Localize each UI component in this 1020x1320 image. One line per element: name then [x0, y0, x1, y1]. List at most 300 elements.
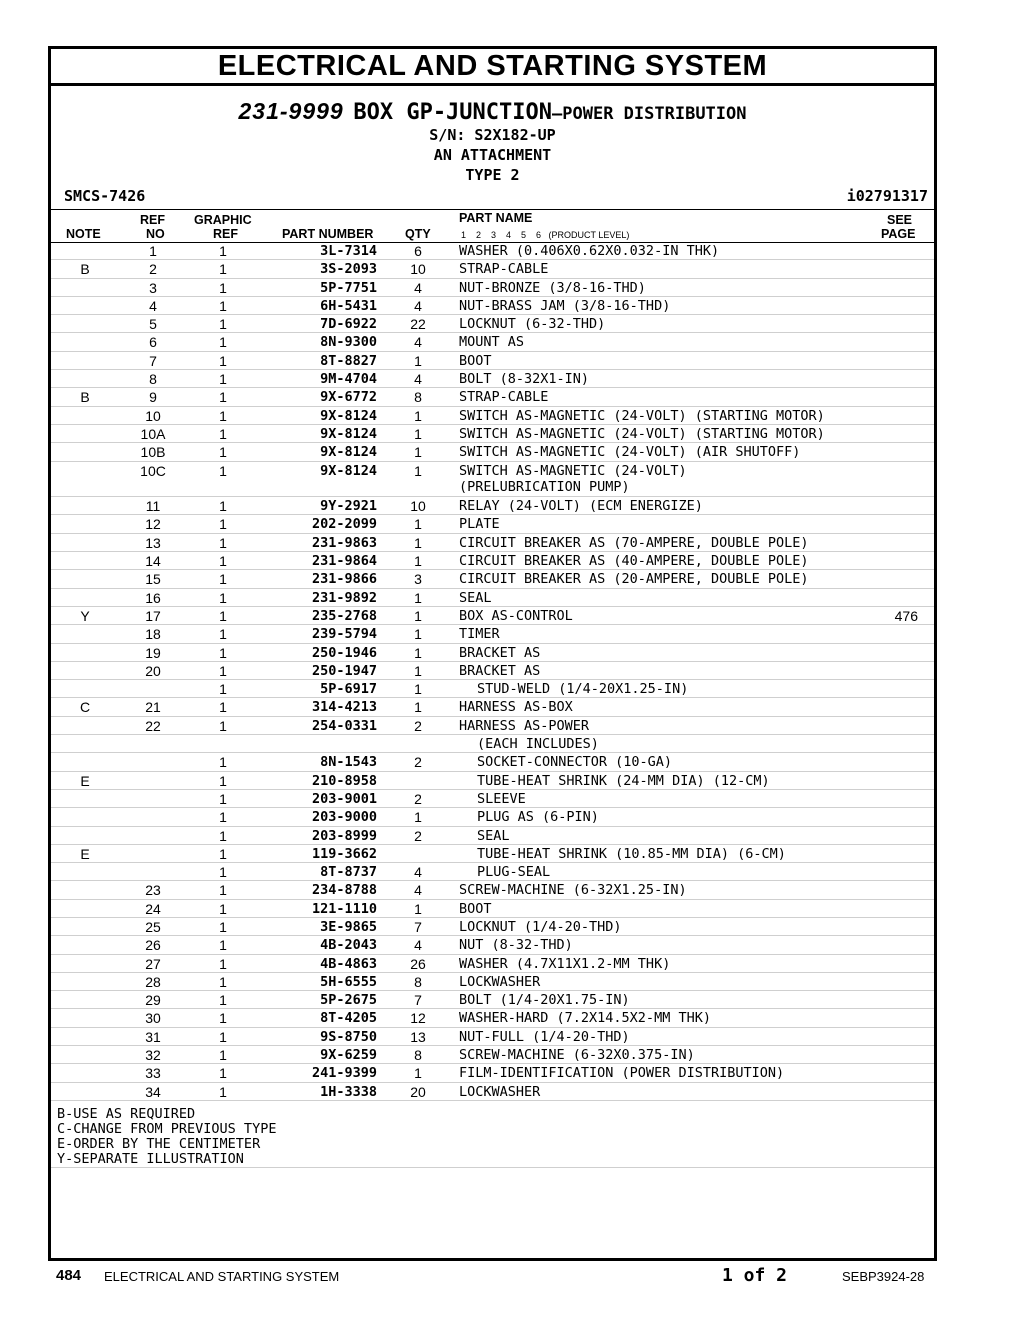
row-ref-no: 7: [149, 352, 157, 369]
row-part-number: 231-9892: [311, 589, 377, 606]
row-part-name: PLUG-SEAL: [477, 864, 551, 881]
row-graphic-ref: 1: [219, 334, 227, 351]
row-part-name: SWITCH AS-MAGNETIC (24-VOLT) (AIR SHUTOFF): [459, 444, 801, 461]
table-row: [51, 955, 934, 973]
row-part-name: SCREW-MACHINE (6-32X1.25-IN): [459, 882, 687, 899]
row-part-name: (EACH INCLUDES): [477, 736, 599, 753]
row-ref-no: 11: [145, 498, 161, 515]
row-note: B: [80, 261, 90, 278]
row-part-name: SWITCH AS-MAGNETIC (24-VOLT) (STARTING MOTOR): [459, 425, 825, 442]
table-row: [51, 297, 934, 315]
row-qty: 10: [410, 498, 426, 515]
table-row: [51, 552, 934, 570]
row-graphic-ref: 1: [219, 279, 227, 296]
page-of: 1 of 2: [722, 1265, 788, 1286]
table-row: [51, 242, 934, 260]
col-product-level: 1 2 3 4 5 6 (PRODUCT LEVEL): [461, 230, 630, 240]
row-part-name: TUBE-HEAT SHRINK (24-MM DIA) (12-CM): [477, 772, 770, 789]
table-row: [51, 407, 934, 425]
row-qty: 1: [414, 589, 422, 606]
row-graphic-ref: 1: [219, 973, 227, 990]
row-ref-no: 5: [149, 316, 157, 333]
table-row: [51, 680, 934, 698]
row-ref-no: 17: [145, 607, 161, 624]
row-part-name: CIRCUIT BREAKER AS (70-AMPERE, DOUBLE POLE): [459, 534, 809, 551]
table-row: [51, 497, 934, 515]
row-ref-no: 23: [145, 882, 161, 899]
row-ref-no: 19: [145, 644, 161, 661]
row-ref-no: 12: [145, 516, 161, 533]
note-line: B-USE AS REQUIRED: [57, 1106, 196, 1122]
row-qty: 6: [414, 243, 422, 259]
row-part-name: BRACKET AS: [459, 662, 541, 679]
row-part-name: PLATE: [459, 516, 500, 533]
row-ref-no: 8: [149, 371, 157, 388]
row-part-name: LOCKWASHER: [459, 973, 541, 990]
row-part-number: 9X-8124: [320, 407, 377, 424]
row-part-number: 9Y-2921: [320, 498, 377, 515]
row-qty: 1: [414, 407, 422, 424]
row-ref-no: 34: [145, 1083, 161, 1100]
table-row: [51, 973, 934, 991]
row-qty: 7: [414, 918, 422, 935]
table-row: [51, 863, 934, 881]
row-qty: 12: [410, 1010, 426, 1027]
table-row: [51, 1028, 934, 1046]
row-ref-no: 32: [145, 1047, 161, 1064]
row-ref-no: 22: [145, 717, 161, 734]
table-row: [51, 790, 934, 808]
col-see-top: SEE: [887, 213, 913, 227]
row-ref-no: 16: [145, 589, 161, 606]
row-graphic-ref: 1: [219, 662, 227, 679]
row-ref-no: 24: [145, 900, 161, 917]
notes-block: [57, 1107, 276, 1167]
row-ref-no: 6: [149, 334, 157, 351]
table-row: [51, 260, 934, 278]
row-part-number: 4B-4863: [320, 955, 377, 972]
row-graphic-ref: 1: [219, 699, 227, 716]
row-qty: 13: [410, 1028, 426, 1045]
row-ref-no: 10A: [140, 425, 166, 442]
table-row: [51, 515, 934, 533]
code-row: [64, 187, 928, 205]
row-part-number: 241-9399: [311, 1065, 377, 1082]
group-name: BOX GP-JUNCTION: [353, 100, 553, 125]
attachment-label: AN ATTACHMENT: [433, 146, 552, 164]
row-qty: 1: [414, 699, 422, 716]
row-qty: 1: [414, 681, 422, 698]
row-part-name: BOLT (8-32X1-IN): [459, 371, 590, 388]
row-part-name: LOCKNUT (6-32-THD): [459, 316, 606, 333]
row-part-number: 9S-8750: [320, 1028, 377, 1045]
row-ref-no: 26: [145, 937, 161, 954]
page-footer: [0, 1265, 1020, 1289]
table-row: [51, 753, 934, 771]
row-ref-no: 25: [145, 918, 161, 935]
row-part-number: 9X-6772: [320, 389, 377, 406]
row-graphic-ref: 1: [219, 571, 227, 588]
row-qty: 4: [414, 864, 422, 881]
row-graphic-ref: 1: [219, 1047, 227, 1064]
row-part-number: 8N-9300: [320, 334, 377, 351]
row-part-number: 1H-3338: [320, 1083, 377, 1100]
row-graphic-ref: 1: [219, 352, 227, 369]
row-qty: 2: [414, 754, 422, 771]
row-graphic-ref: 1: [219, 626, 227, 643]
row-graphic-ref: 1: [219, 516, 227, 533]
table-row: [51, 991, 934, 1009]
row-qty: 1: [414, 462, 422, 479]
row-graphic-ref: 1: [219, 809, 227, 826]
row-note: Y: [80, 607, 90, 624]
row-part-number: 314-4213: [311, 699, 377, 716]
row-part-name: PLUG AS (6-PIN): [477, 809, 599, 826]
row-part-name: STUD-WELD (1/4-20X1.25-IN): [477, 681, 689, 698]
table-row: [51, 352, 934, 370]
row-part-number: 239-5794: [311, 626, 377, 643]
row-qty: 2: [414, 827, 422, 844]
row-part-name: BOOT: [459, 900, 492, 917]
row-qty: 1: [414, 809, 422, 826]
row-graphic-ref: 1: [219, 444, 227, 461]
table-row: [51, 662, 934, 680]
row-part-number: 9X-8124: [320, 444, 377, 461]
row-graphic-ref: 1: [219, 937, 227, 954]
table-row: [51, 936, 934, 954]
row-part-name: BOOT: [459, 352, 492, 369]
row-qty: 1: [414, 425, 422, 442]
table-row: [51, 1064, 934, 1082]
table-row: [51, 735, 934, 753]
row-part-number: 203-9000: [311, 809, 377, 826]
row-part-name: WASHER-HARD (7.2X14.5X2-MM THK): [459, 1010, 711, 1027]
table-row: [51, 1009, 934, 1027]
row-part-number: 9X-8124: [320, 425, 377, 442]
doc-id: SEBP3924-28: [842, 1269, 925, 1284]
notes-divider: [51, 1167, 934, 1168]
row-qty: 4: [414, 279, 422, 296]
row-graphic-ref: 1: [219, 371, 227, 388]
row-ref-no: 15: [145, 571, 161, 588]
row-qty: 1: [414, 626, 422, 643]
row-part-number: 3L-7314: [320, 243, 377, 259]
row-graphic-ref: 1: [219, 316, 227, 333]
table-row: [51, 900, 934, 918]
row-qty: 2: [414, 790, 422, 807]
row-part-name: WASHER (4.7X11X1.2-MM THK): [459, 955, 671, 972]
row-see-page: 476: [894, 607, 918, 624]
row-graphic-ref: 1: [219, 864, 227, 881]
row-qty: 1: [414, 607, 422, 624]
row-part-number: 203-9001: [311, 790, 377, 807]
table-row: [51, 717, 934, 735]
table-row: [51, 607, 934, 625]
row-qty: 22: [410, 316, 426, 333]
row-ref-no: 21: [145, 699, 161, 716]
row-qty: 4: [414, 334, 422, 351]
note-line: Y-SEPARATE ILLUSTRATION: [57, 1151, 244, 1167]
col-ref-bottom: NO: [146, 227, 165, 241]
row-qty: 1: [414, 534, 422, 551]
col-graphic-top: GRAPHIC: [194, 213, 252, 227]
row-qty: 8: [414, 973, 422, 990]
row-qty: 1: [414, 662, 422, 679]
row-graphic-ref: 1: [219, 607, 227, 624]
row-qty: 8: [414, 389, 422, 406]
row-part-number: 4B-2043: [320, 937, 377, 954]
row-graphic-ref: 1: [219, 955, 227, 972]
row-part-name: SWITCH AS-MAGNETIC (24-VOLT) (STARTING MOTOR): [459, 407, 825, 424]
row-ref-no: 20: [145, 662, 161, 679]
row-part-name: BRACKET AS: [459, 644, 541, 661]
row-part-number: 9X-8124: [320, 462, 377, 479]
row-graphic-ref: 1: [219, 261, 227, 278]
table-row: [51, 315, 934, 333]
parts-list-frame: [48, 46, 937, 1261]
group-number: 231-9999: [238, 98, 344, 124]
col-see-bottom: PAGE: [881, 227, 916, 241]
note-line: E-ORDER BY THE CENTIMETER: [57, 1136, 261, 1152]
row-graphic-ref: 1: [219, 882, 227, 899]
row-ref-no: 28: [145, 973, 161, 990]
row-part-number: 231-9866: [311, 571, 377, 588]
row-part-number: 8T-8827: [320, 352, 377, 369]
row-qty: 20: [410, 1083, 426, 1100]
row-qty: 8: [414, 1047, 422, 1064]
row-part-number: 8N-1543: [320, 754, 377, 771]
table-row: [51, 827, 934, 845]
row-graphic-ref: 1: [219, 1083, 227, 1100]
row-graphic-ref: 1: [219, 918, 227, 935]
row-note: E: [80, 845, 90, 862]
row-qty: 7: [414, 992, 422, 1009]
row-part-number: 250-1946: [311, 644, 377, 661]
row-part-name: SCREW-MACHINE (6-32X0.375-IN): [459, 1047, 695, 1064]
serial-range: S/N: S2X182-UP: [429, 126, 556, 144]
row-qty: 4: [414, 371, 422, 388]
table-row: [51, 644, 934, 662]
row-qty: 1: [414, 900, 422, 917]
row-ref-no: 9: [149, 389, 157, 406]
row-graphic-ref: 1: [219, 1028, 227, 1045]
col-part-name: PART NAME: [459, 211, 533, 225]
row-part-name: SEAL: [459, 589, 492, 606]
row-ref-no: 13: [145, 534, 161, 551]
row-qty: 26: [410, 955, 426, 972]
row-part-name: TUBE-HEAT SHRINK (10.85-MM DIA) (6-CM): [477, 845, 786, 862]
row-qty: 2: [414, 717, 422, 734]
table-row: [51, 370, 934, 388]
row-ref-no: 31: [145, 1028, 161, 1045]
column-header: [51, 209, 934, 243]
row-graphic-ref: 1: [219, 992, 227, 1009]
row-graphic-ref: 1: [219, 790, 227, 807]
row-ref-no: 27: [145, 955, 161, 972]
table-row: [51, 881, 934, 899]
row-part-name: MOUNT AS: [459, 334, 525, 351]
row-qty: 1: [414, 553, 422, 570]
row-part-name: BOX AS-CONTROL: [459, 607, 573, 624]
parts-table-body: [51, 242, 934, 1101]
row-part-number: 7D-6922: [320, 316, 377, 333]
row-graphic-ref: 1: [219, 772, 227, 789]
row-qty: 10: [410, 261, 426, 278]
table-row: [51, 589, 934, 607]
row-part-number: 3S-2093: [320, 261, 377, 278]
type-label: TYPE 2: [465, 166, 520, 184]
row-ref-no: 10B: [140, 444, 166, 461]
row-graphic-ref: 1: [219, 462, 227, 479]
row-part-number: 210-8958: [311, 772, 377, 789]
row-part-number: 254-0331: [311, 717, 377, 734]
row-part-number: 6H-5431: [320, 297, 377, 314]
table-row: [51, 279, 934, 297]
row-part-number: 9M-4704: [320, 371, 377, 388]
row-ref-no: 4: [149, 297, 157, 314]
row-note: E: [80, 772, 90, 789]
row-ref-no: 29: [145, 992, 161, 1009]
illustration-id: i02791317: [846, 187, 928, 205]
row-part-number: 3E-9865: [320, 918, 377, 935]
row-graphic-ref: 1: [219, 243, 227, 259]
table-row: [51, 845, 934, 863]
row-part-name: LOCKWASHER: [459, 1083, 541, 1100]
row-graphic-ref: 1: [219, 589, 227, 606]
row-graphic-ref: 1: [219, 1065, 227, 1082]
row-part-name: FILM-IDENTIFICATION (POWER DISTRIBUTION): [459, 1065, 785, 1082]
row-part-number: 9X-6259: [320, 1047, 377, 1064]
row-qty: 1: [414, 352, 422, 369]
row-qty: 1: [414, 516, 422, 533]
row-graphic-ref: 1: [219, 534, 227, 551]
row-graphic-ref: 1: [219, 845, 227, 862]
row-part-number: 250-1947: [311, 662, 377, 679]
table-row: [51, 1046, 934, 1064]
row-ref-no: 30: [145, 1010, 161, 1027]
row-ref-no: 2: [149, 261, 157, 278]
row-part-name: STRAP-CABLE: [459, 389, 549, 406]
row-graphic-ref: 1: [219, 827, 227, 844]
group-heading: [51, 98, 934, 125]
row-part-name: SLEEVE: [477, 790, 526, 807]
row-ref-no: 1: [149, 243, 157, 259]
col-graphic-bottom: REF: [213, 227, 238, 241]
col-part-number: PART NUMBER: [282, 227, 374, 241]
row-graphic-ref: 1: [219, 389, 227, 406]
row-part-name: NUT-BRONZE (3/8-16-THD): [459, 279, 646, 296]
row-ref-no: 3: [149, 279, 157, 296]
row-part-number: 231-9863: [311, 534, 377, 551]
footer-section: ELECTRICAL AND STARTING SYSTEM: [104, 1269, 340, 1284]
row-ref-no: 33: [145, 1065, 161, 1082]
title-band: [51, 49, 934, 86]
row-qty: 1: [414, 1065, 422, 1082]
row-qty: 4: [414, 297, 422, 314]
row-graphic-ref: 1: [219, 553, 227, 570]
group-suffix: —POWER DISTRIBUTION: [552, 104, 747, 124]
row-part-number: 8T-8737: [320, 864, 377, 881]
row-part-name: HARNESS AS-BOX: [459, 699, 573, 716]
row-ref-no: 18: [145, 626, 161, 643]
row-part-name: BOLT (1/4-20X1.75-IN): [459, 992, 630, 1009]
row-part-number: 235-2768: [311, 607, 377, 624]
table-row: [51, 425, 934, 443]
row-graphic-ref: 1: [219, 407, 227, 424]
row-part-name: CIRCUIT BREAKER AS (20-AMPERE, DOUBLE POLE): [459, 571, 809, 588]
table-row: [51, 570, 934, 588]
row-part-name: NUT (8-32-THD): [459, 937, 573, 954]
table-row: [51, 1083, 934, 1101]
smcs-code: SMCS-7426: [64, 187, 146, 205]
row-note: C: [79, 699, 91, 716]
row-qty: 1: [414, 644, 422, 661]
row-part-name: HARNESS AS-POWER: [459, 717, 590, 734]
table-row: [51, 333, 934, 351]
row-graphic-ref: 1: [219, 297, 227, 314]
row-part-name: CIRCUIT BREAKER AS (40-AMPERE, DOUBLE POLE): [459, 553, 809, 570]
row-ref-no: 10: [145, 407, 161, 424]
table-row: [51, 918, 934, 936]
row-part-name: TIMER: [459, 626, 500, 643]
row-qty: 4: [414, 882, 422, 899]
row-part-number: 202-2099: [311, 516, 377, 533]
row-ref-no: 14: [145, 553, 161, 570]
page-title: ELECTRICAL AND STARTING SYSTEM: [217, 50, 768, 82]
row-qty: 3: [414, 571, 422, 588]
row-ref-no: 10C: [140, 462, 166, 479]
row-graphic-ref: 1: [219, 900, 227, 917]
row-graphic-ref: 1: [219, 644, 227, 661]
table-row: [51, 534, 934, 552]
row-graphic-ref: 1: [219, 717, 227, 734]
row-part-number: 8T-4205: [320, 1010, 377, 1027]
row-qty: 1: [414, 444, 422, 461]
row-part-name: RELAY (24-VOLT) (ECM ENERGIZE): [459, 498, 703, 515]
row-part-number: 121-1110: [311, 900, 377, 917]
table-row: [51, 388, 934, 406]
row-graphic-ref: 1: [219, 681, 227, 698]
row-graphic-ref: 1: [219, 1010, 227, 1027]
row-graphic-ref: 1: [219, 425, 227, 442]
row-graphic-ref: 1: [219, 754, 227, 771]
row-part-number: 5P-6917: [320, 681, 377, 698]
col-qty: QTY: [405, 227, 431, 241]
row-part-name: SWITCH AS-MAGNETIC (24-VOLT) (PRELUBRICATION PUMP): [459, 462, 687, 495]
table-row: [51, 462, 934, 498]
note-line: C-CHANGE FROM PREVIOUS TYPE: [57, 1121, 277, 1137]
table-row: [51, 698, 934, 716]
row-part-name: WASHER (0.406X0.62X0.032-IN THK): [459, 243, 720, 259]
row-part-name: NUT-BRASS JAM (3/8-16-THD): [459, 297, 671, 314]
row-part-name: SOCKET-CONNECTOR (10-GA): [477, 754, 673, 771]
row-part-number: 119-3662: [311, 845, 377, 862]
row-part-name: SEAL: [477, 827, 510, 844]
row-note: B: [80, 389, 90, 406]
table-row: [51, 443, 934, 461]
table-row: [51, 808, 934, 826]
row-part-number: 5H-6555: [320, 973, 377, 990]
col-note: NOTE: [66, 227, 101, 241]
col-ref-top: REF: [140, 213, 165, 227]
table-row: [51, 625, 934, 643]
row-part-name: NUT-FULL (1/4-20-THD): [459, 1028, 630, 1045]
row-part-number: 5P-7751: [320, 279, 377, 296]
row-part-number: 203-8999: [311, 827, 377, 844]
row-part-name: STRAP-CABLE: [459, 261, 549, 278]
table-row: [51, 772, 934, 790]
row-part-number: 231-9864: [311, 553, 377, 570]
